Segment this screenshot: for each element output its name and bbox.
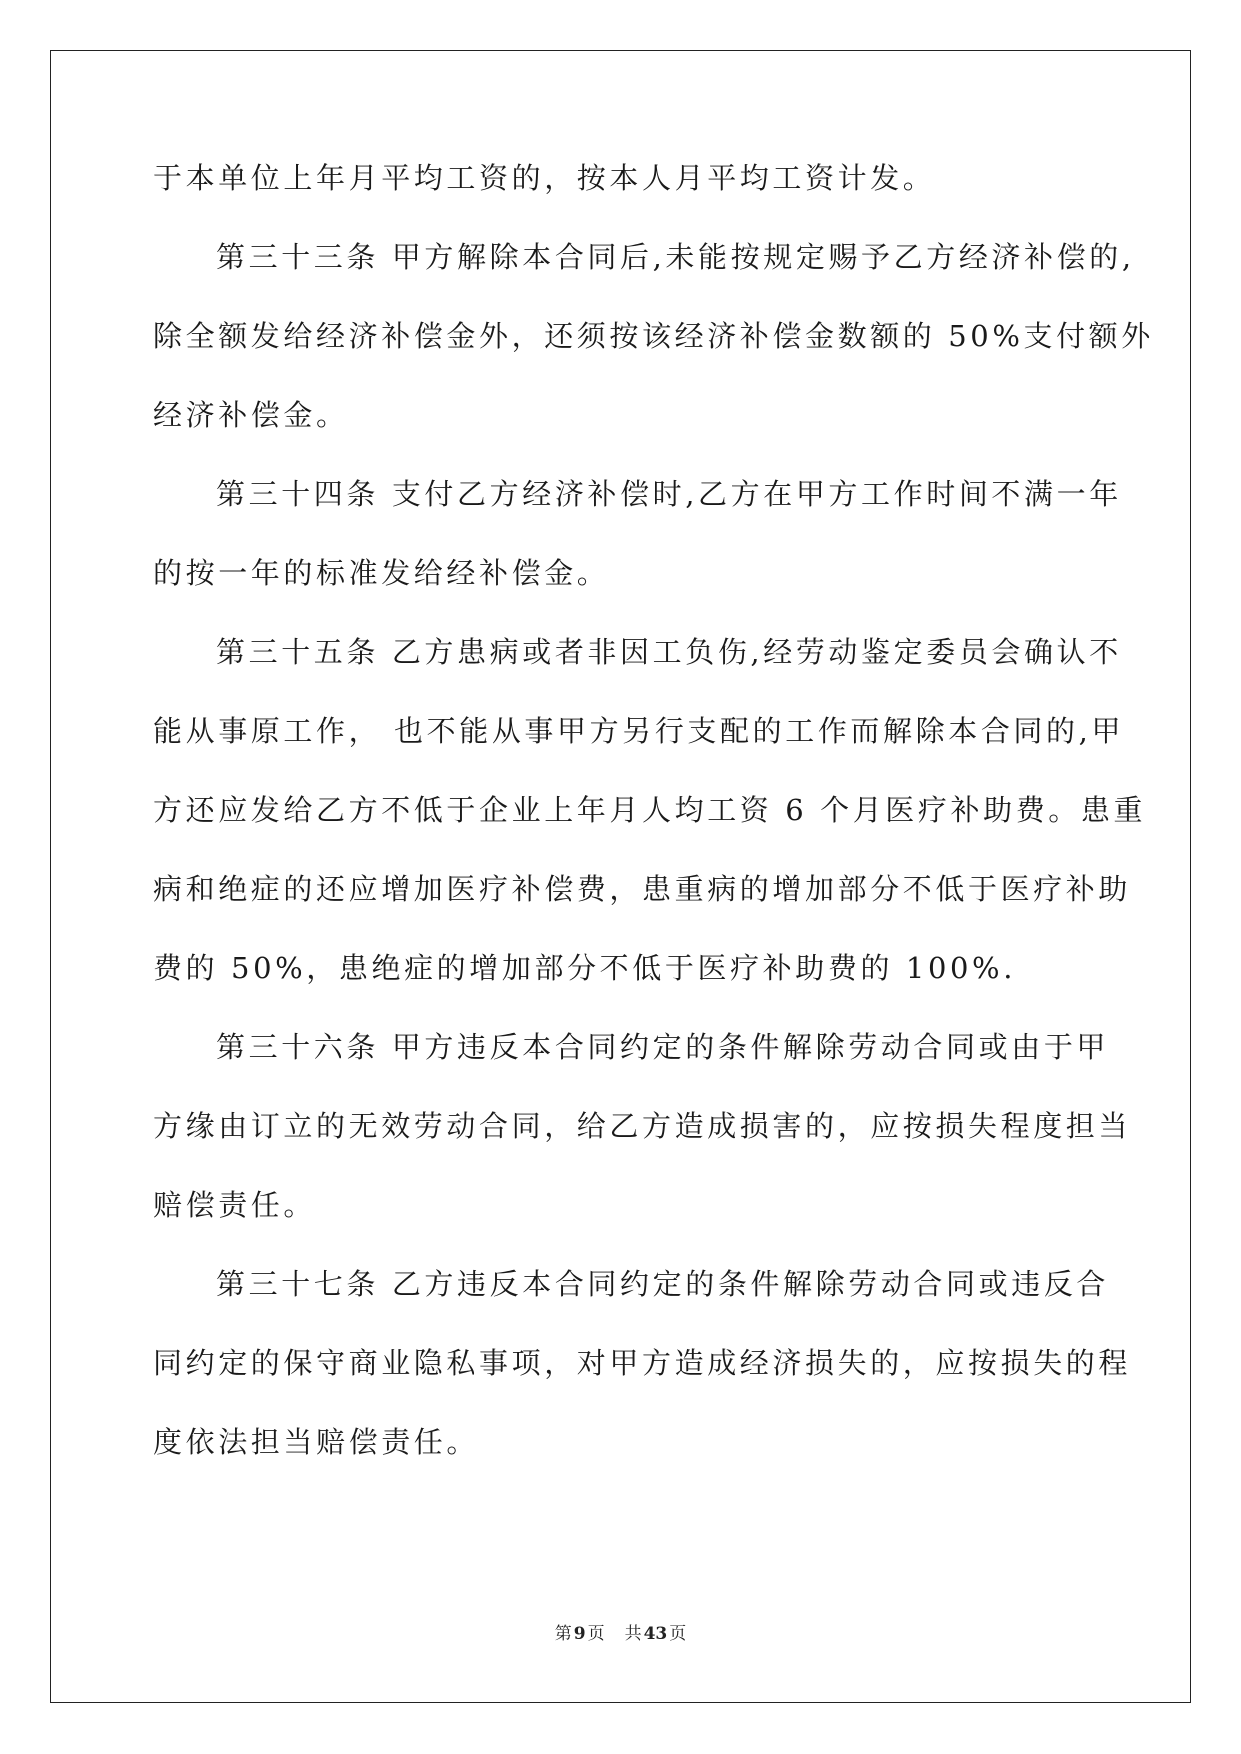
text-line: 经济补偿金。 <box>153 398 349 432</box>
footer-page-prefix: 第 <box>554 1624 572 1644</box>
text-line: 的按一年的标准发给经补偿金。 <box>153 556 610 590</box>
text-line: 度依法担当赔偿责任。 <box>153 1425 480 1459</box>
text-line: 除全额发给经济补偿金外，还须按该经济补偿金数额的 50%支付额外 <box>153 319 1154 353</box>
page-footer <box>0 1622 1241 1646</box>
document-body <box>153 158 1154 1501</box>
text-line: 第三十七条 乙方违反本合同约定的条件解除劳动合同或违反合 <box>216 1267 1110 1301</box>
text-line: 能从事原工作， 也不能从事甲方另行支配的工作而解除本合同的,甲 <box>153 714 1125 748</box>
text-line: 于本单位上年月平均工资的，按本人月平均工资计发。 <box>153 161 936 195</box>
text-line: 第三十四条 支付乙方经济补偿时,乙方在甲方工作时间不满一年 <box>216 477 1122 511</box>
text-line: 病和绝症的还应增加医疗补偿费，患重病的增加部分不低于医疗补助 <box>153 872 1132 906</box>
text-line: 方缘由订立的无效劳动合同，给乙方造成损害的，应按损失程度担当 <box>153 1109 1132 1143</box>
footer-total-pages: 43 <box>643 1624 668 1644</box>
text-line: 同约定的保守商业隐私事项，对甲方造成经济损失的，应按损失的程 <box>153 1346 1132 1380</box>
text-line: 费的 50%，患绝症的增加部分不低于医疗补助费的 100%. <box>153 951 1017 985</box>
text-line: 第三十三条 甲方解除本合同后,未能按规定赐予乙方经济补偿的, <box>216 240 1135 274</box>
text-line: 第三十五条 乙方患病或者非因工负伤,经劳动鉴定委员会确认不 <box>216 635 1122 669</box>
footer-total-suffix: 页 <box>669 1624 687 1644</box>
text-line: 第三十六条 甲方违反本合同约定的条件解除劳动合同或由于甲 <box>216 1030 1110 1064</box>
footer-total-prefix: 共 <box>624 1624 642 1644</box>
footer-page-number: 9 <box>573 1624 586 1644</box>
footer-page-suffix: 页 <box>587 1624 605 1644</box>
text-line: 赔偿责任。 <box>153 1188 317 1222</box>
text-line: 方还应发给乙方不低于企业上年月人均工资 6 个月医疗补助费。患重 <box>153 793 1147 827</box>
